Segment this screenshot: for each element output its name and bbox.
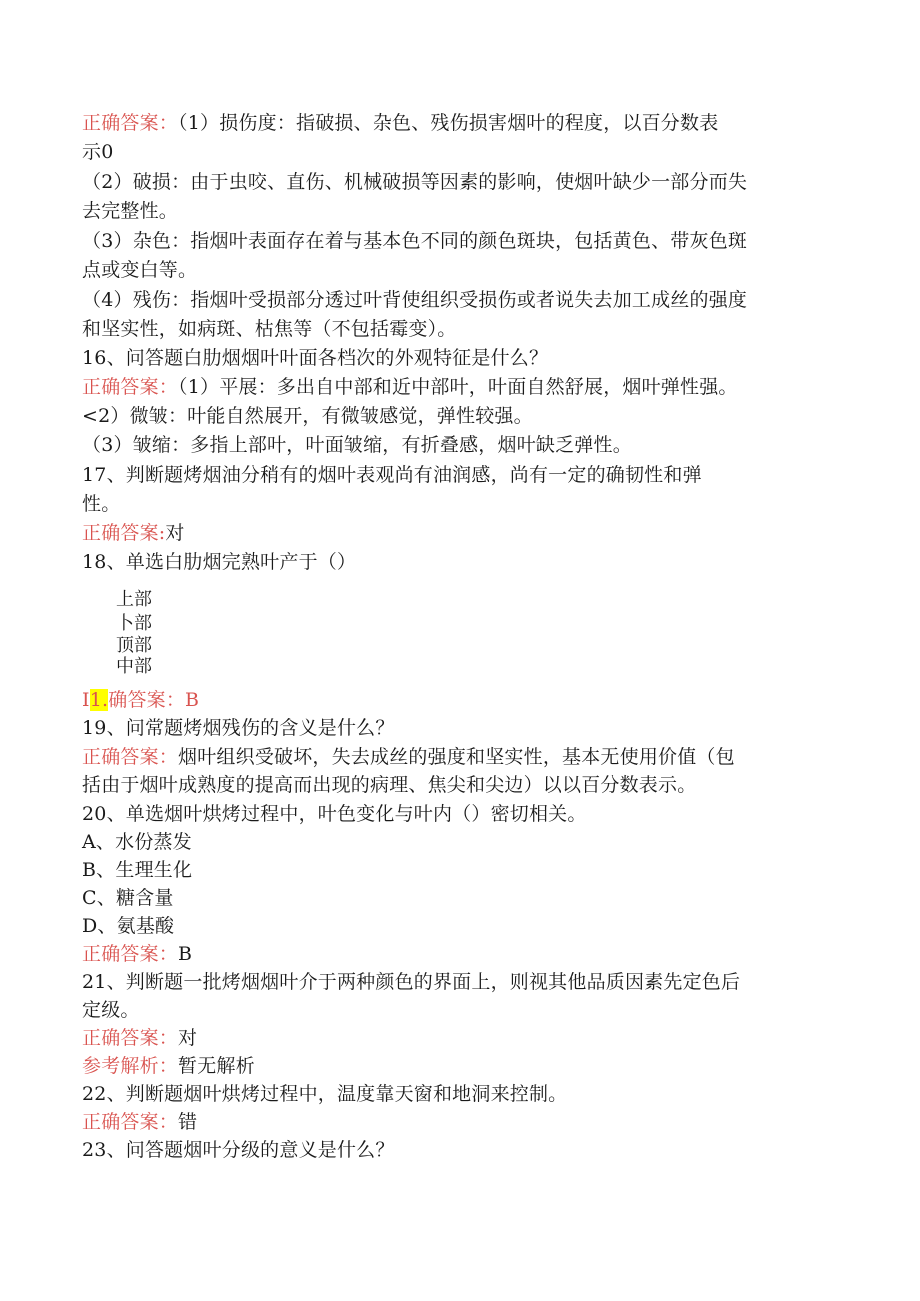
q18-option-4: 中部 — [116, 656, 152, 677]
q18-question: 18、单选白肋烟完熟叶产于（） — [82, 551, 357, 573]
q15-answer-line-6: 点或变白等。 — [82, 259, 198, 281]
answer-label: 正确答案： — [82, 112, 179, 134]
q20-option-d: D、氨基酸 — [82, 915, 175, 937]
q15-answer-line-2: 示0 — [82, 141, 114, 163]
q15-answer-line-1 — [82, 111, 718, 135]
q15-answer-text: （1）损伤度：指破损、杂色、残伤损害烟叶的程度，以百分数表 — [178, 112, 719, 134]
q19-answer-text: 烟叶组织受破坏，失去成丝的强度和坚实性，基本无使用价值（包 — [178, 746, 735, 768]
q15-answer-line-5: （3）杂色：指烟叶表面存在着与基本色不同的颜色斑块，包括黄色、带灰色斑 — [82, 230, 748, 252]
q15-answer-line-7: （4）残伤：指烟叶受损部分透过叶背使组织受损伤或者说失去加工成丝的强度 — [82, 289, 748, 311]
reference-label: 参考解析： — [82, 1055, 179, 1077]
q22-answer-value: 错 — [178, 1111, 198, 1133]
q15-answer-line-8: 和坚实性，如病斑、枯焦等（不包括霉变）。 — [82, 318, 457, 340]
q18-answer — [82, 688, 199, 712]
q15-answer-line-4: 去完整性。 — [82, 200, 179, 222]
answer-label: 正确答案: — [82, 522, 166, 544]
answer-label: 正确答案： — [82, 943, 179, 965]
q18-answer-prefix: I — [82, 689, 90, 711]
q21-question: 21、判断题一批烤烟烟叶介于两种颜色的界面上，则视其他品质因素先定色后 — [82, 971, 741, 993]
q21-answer-value: 对 — [178, 1027, 198, 1049]
q22-question: 22、判断题烟叶烘烤过程中，温度靠天窗和地洞来控制。 — [82, 1083, 568, 1105]
answer-label: 正确答案： — [82, 1111, 179, 1133]
q15-answer-line-3: （2）破损：由于虫咬、直伤、机械破损等因素的影响，使烟叶缺少一部分而失 — [82, 171, 748, 193]
q19-question: 19、问常题烤烟残伤的含义是什么？ — [82, 717, 395, 739]
q21-answer — [82, 1026, 197, 1050]
q17-answer-value: 对 — [165, 522, 185, 544]
q22-answer — [82, 1110, 197, 1134]
q18-option-1: 上部 — [116, 589, 152, 610]
q16-answer-line-3: （3）皱缩：多指上部叶，叶面皱缩，有折叠感，烟叶缺乏弹性。 — [82, 434, 632, 456]
q17-question-cont: 性。 — [82, 493, 121, 515]
q16-answer-text: （1）平展：多出自中部和近中部叶，叶面自然舒展，烟叶弹性强。 — [178, 376, 738, 398]
q20-answer-value: B — [178, 943, 193, 965]
answer-label: 正确答案： — [82, 746, 179, 768]
q19-answer-line-2: 括由于烟叶成熟度的提高而出现的病理、焦尖和尖边）以以百分数表示。 — [82, 774, 697, 796]
q17-answer — [82, 521, 185, 545]
q23-question: 23、问答题烟叶分级的意义是什么？ — [82, 1139, 395, 1161]
q21-reference — [82, 1054, 255, 1078]
q20-question: 20、单选烟叶烘烤过程中，叶色变化与叶内（）密切相关。 — [82, 803, 587, 825]
q20-answer — [82, 942, 192, 966]
answer-label: 正确答案： — [82, 376, 179, 398]
q18-answer-rest: 确答案：B — [108, 689, 200, 711]
q20-option-a: A、水份蒸发 — [82, 831, 192, 853]
q20-option-c: C、糖含量 — [82, 887, 174, 909]
q16-question: 16、问答题白肋烟烟叶叶面各档次的外观特征是什么？ — [82, 347, 549, 369]
q20-option-b: B、生理生化 — [82, 859, 193, 881]
answer-label: 正确答案： — [82, 1027, 179, 1049]
q21-reference-text: 暂无解析 — [178, 1055, 255, 1077]
q21-question-cont: 定级。 — [82, 999, 140, 1021]
q18-option-2: 卜部 — [116, 613, 152, 634]
q16-answer-line-2: <2）微皱：叶能自然展开，有微皱感觉，弹性较强。 — [82, 405, 533, 427]
q17-question: 17、判断题烤烟油分稍有的烟叶表观尚有油润感，尚有一定的确韧性和弹 — [82, 464, 702, 486]
q19-answer-line-1 — [82, 745, 735, 769]
q16-answer-line-1 — [82, 375, 738, 399]
q18-option-3: 顶部 — [116, 635, 152, 656]
q18-answer-highlight: 1. — [89, 689, 109, 711]
